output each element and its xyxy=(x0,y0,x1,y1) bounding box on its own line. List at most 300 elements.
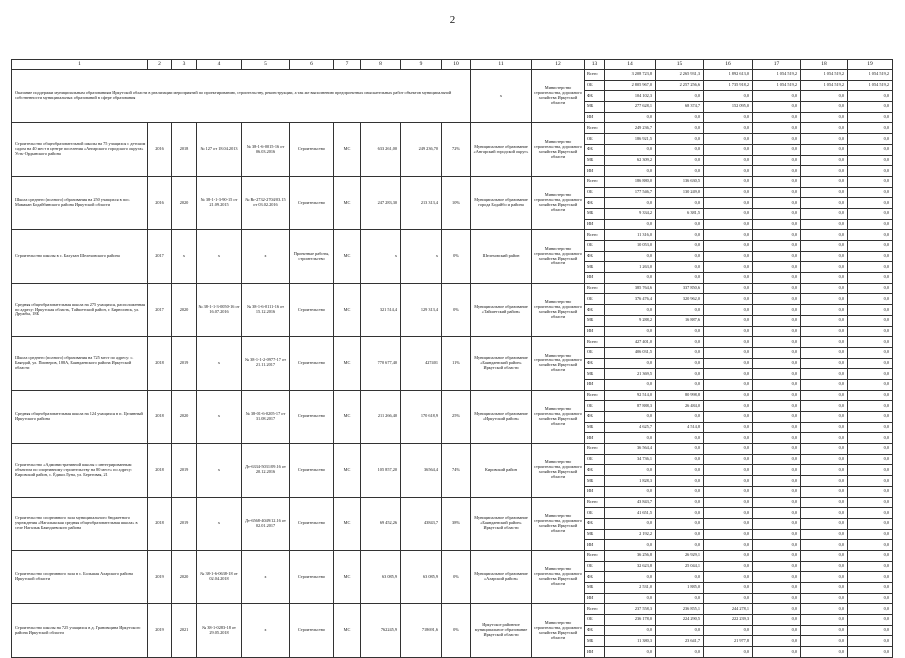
work-type-cell: Строительство xyxy=(290,283,334,336)
readiness-cell: 0% xyxy=(442,230,471,283)
amount-cell: 0,0 xyxy=(848,262,893,273)
amount-cell: 36 256,8 xyxy=(605,550,656,561)
amount-cell: 2 265 931,3 xyxy=(656,70,704,81)
remaining-cost-cell: 129 313,4 xyxy=(401,283,442,336)
object-name-cell: Средняя общеобразовательная школа на 275 учащихся, расположенная по адресу: Иркутская область, Тайшетский район, г. Бирюсинск, ул. Дружбы, 18Б xyxy=(12,283,148,336)
amount-cell: 0,0 xyxy=(656,379,704,390)
amount-cell: 0,0 xyxy=(753,529,801,540)
amount-cell: 0,0 xyxy=(848,422,893,433)
work-type-cell: Строительство xyxy=(290,604,334,657)
amount-cell: 0,0 xyxy=(704,198,753,209)
amount-cell: 0,0 xyxy=(753,454,801,465)
column-number: 13 xyxy=(585,60,605,70)
page-number: 2 xyxy=(449,14,456,26)
amount-cell: 236 855,1 xyxy=(656,604,704,615)
amount-cell: 0,0 xyxy=(753,230,801,241)
amount-cell: 0,0 xyxy=(848,593,893,604)
amount-cell: 0,0 xyxy=(704,518,753,529)
end-year-cell: 2020 xyxy=(172,390,197,443)
table-row xyxy=(12,70,893,81)
amount-cell: 0,0 xyxy=(704,155,753,166)
amount-cell: 0,0 xyxy=(753,294,801,305)
amount-cell: 0,0 xyxy=(801,102,848,113)
budget-source-cell: ИИ xyxy=(585,379,605,390)
expertise-cell: х xyxy=(242,230,290,283)
amount-cell: 0,0 xyxy=(704,305,753,316)
budget-source-cell: МБ xyxy=(585,155,605,166)
amount-cell: 1 828,3 xyxy=(605,476,656,487)
budget-source-cell: ОБ xyxy=(585,241,605,252)
amount-cell: 0,0 xyxy=(848,241,893,252)
amount-cell: 0,0 xyxy=(801,358,848,369)
remaining-cost-cell: 36564,4 xyxy=(401,444,442,497)
amount-cell: 0,0 xyxy=(753,369,801,380)
amount-cell: 0,0 xyxy=(848,219,893,230)
amount-cell: 376 476,4 xyxy=(605,294,656,305)
estimated-cost-cell: х xyxy=(361,230,401,283)
ownership-cell: МС xyxy=(334,337,361,390)
summary-description: Оказание поддержки муниципальным образованиям Иркутской области в реализации мероприятий по проектированию, строительству, реконструкции, а так же выполнению предпроектных изыскательных работ объектов муниципальной собственности муниципальных образований в сфере образования xyxy=(12,70,471,123)
amount-cell: 0,0 xyxy=(848,433,893,444)
amount-cell: 0,0 xyxy=(753,422,801,433)
start-year-cell: 2016 xyxy=(148,176,172,229)
amount-cell: 0,0 xyxy=(801,561,848,572)
amount-cell: 0,0 xyxy=(605,219,656,230)
budget-source-cell: ФБ xyxy=(585,358,605,369)
amount-cell: 0,0 xyxy=(801,379,848,390)
amount-cell: 0,0 xyxy=(605,465,656,476)
column-number: 19 xyxy=(848,60,893,70)
amount-cell: 11 380,3 xyxy=(605,636,656,647)
amount-cell: 0,0 xyxy=(801,486,848,497)
amount-cell: 0,0 xyxy=(704,583,753,594)
amount-cell: 0,0 xyxy=(704,390,753,401)
amount-cell: 25 044,1 xyxy=(656,561,704,572)
column-number: 4 xyxy=(197,60,242,70)
amount-cell: 0,0 xyxy=(801,187,848,198)
amount-cell: 0,0 xyxy=(704,508,753,519)
column-number: 11 xyxy=(471,60,532,70)
amount-cell: 0,0 xyxy=(848,176,893,187)
amount-cell: 0,0 xyxy=(848,208,893,219)
amount-cell: 0,0 xyxy=(801,444,848,455)
amount-cell: 0,0 xyxy=(704,444,753,455)
amount-cell: 0,0 xyxy=(848,112,893,123)
object-name-cell: Средняя общеобразовательная школа на 124 учащихся в п. Целинный Иркутского района xyxy=(12,390,148,443)
amount-cell: 0,0 xyxy=(753,283,801,294)
budget-source-cell: МБ xyxy=(585,315,605,326)
amount-cell: 249 236,7 xyxy=(605,123,656,134)
amount-cell: 0,0 xyxy=(704,572,753,583)
amount-cell: 0,0 xyxy=(704,273,753,284)
amount-cell: 0,0 xyxy=(848,604,893,615)
amount-cell: 0,0 xyxy=(848,358,893,369)
amount-cell: 0,0 xyxy=(605,518,656,529)
amount-cell: 0,0 xyxy=(753,444,801,455)
budget-source-cell: ОБ xyxy=(585,134,605,145)
start-year-cell: 2019 xyxy=(148,604,172,657)
amount-cell: 0,0 xyxy=(704,283,753,294)
amount-cell: 0,0 xyxy=(656,625,704,636)
amount-cell: 0,0 xyxy=(801,305,848,316)
amount-cell: 0,0 xyxy=(605,540,656,551)
budget-source-cell: ОБ xyxy=(585,187,605,198)
budget-source-cell: ФБ xyxy=(585,251,605,262)
amount-cell: 0,0 xyxy=(605,433,656,444)
permit-cell: х xyxy=(197,230,242,283)
amount-cell: 0,0 xyxy=(848,572,893,583)
amount-cell: 0,0 xyxy=(656,123,704,134)
amount-cell: 0,0 xyxy=(848,550,893,561)
amount-cell: 0,0 xyxy=(753,219,801,230)
amount-cell: 0,0 xyxy=(656,444,704,455)
amount-cell: 0,0 xyxy=(656,412,704,423)
amount-cell: 0,0 xyxy=(801,615,848,626)
amount-cell: 0,0 xyxy=(704,208,753,219)
amount-cell: 92 514,0 xyxy=(605,390,656,401)
amount-cell: 0,0 xyxy=(704,144,753,155)
amount-cell: 0,0 xyxy=(704,412,753,423)
budget-source-cell: Всего xyxy=(585,604,605,615)
budget-source-cell: ИИ xyxy=(585,647,605,658)
expertise-cell: Дт-6334-5031/09.16 от 20.12.2016 xyxy=(242,444,290,497)
ministry-cell: Министерство строительства, дорожного хозяйства Иркутской области xyxy=(532,337,585,390)
amount-cell: 0,0 xyxy=(704,497,753,508)
budget-source-cell: Всего xyxy=(585,70,605,81)
amount-cell: 1 885,0 xyxy=(656,583,704,594)
amount-cell: 0,0 xyxy=(656,91,704,102)
budget-source-cell: ФБ xyxy=(585,91,605,102)
remaining-cost-cell: 213 313,4 xyxy=(401,176,442,229)
amount-cell: 0,0 xyxy=(704,369,753,380)
amount-cell: 1 263,0 xyxy=(605,262,656,273)
amount-cell: 0,0 xyxy=(656,572,704,583)
remaining-cost-cell: 718691,6 xyxy=(401,604,442,657)
readiness-cell: 0% xyxy=(442,283,471,336)
amount-cell: 34 736,1 xyxy=(605,454,656,465)
ministry-cell: Министерство строительства, дорожного хозяйства Иркутской области xyxy=(532,70,585,123)
budget-source-cell: ОБ xyxy=(585,294,605,305)
permit-cell: х xyxy=(197,497,242,550)
budget-source-cell: ИИ xyxy=(585,166,605,177)
amount-cell: 0,0 xyxy=(656,529,704,540)
work-type-cell: Строительство xyxy=(290,444,334,497)
amount-cell: 0,0 xyxy=(704,134,753,145)
amount-cell: 0,0 xyxy=(801,572,848,583)
amount-cell: 0,0 xyxy=(753,241,801,252)
amount-cell: 0,0 xyxy=(801,540,848,551)
ministry-cell: Министерство строительства, дорожного хозяйства Иркутской области xyxy=(532,550,585,603)
amount-cell: 0,0 xyxy=(848,155,893,166)
amount-cell: 0,0 xyxy=(704,112,753,123)
amount-cell: 186 921,5 xyxy=(605,134,656,145)
municipality-cell: Муниципальное образование «Иркутский район» xyxy=(471,390,532,443)
estimated-cost-cell: 633 261,00 xyxy=(361,123,401,176)
budget-source-cell: ИИ xyxy=(585,486,605,497)
column-number: 18 xyxy=(801,60,848,70)
amount-cell: 0,0 xyxy=(753,604,801,615)
amount-cell: 0,0 xyxy=(605,593,656,604)
object-name-cell: Строительство «Административной школы с интегрированным объектом по спортивному строительству на 80 мест» по адресу: Кировский район, с. Ёдики Луна, ул. Береговая, 21 xyxy=(12,444,148,497)
amount-cell: 26 929,1 xyxy=(656,550,704,561)
amount-cell: 0,0 xyxy=(801,112,848,123)
amount-cell: 0,0 xyxy=(801,273,848,284)
amount-cell: 0,0 xyxy=(848,454,893,465)
budget-source-cell: МБ xyxy=(585,262,605,273)
amount-cell: 0,0 xyxy=(704,251,753,262)
amount-cell: 0,0 xyxy=(605,379,656,390)
amount-cell: 0,0 xyxy=(801,166,848,177)
amount-cell: 0,0 xyxy=(704,486,753,497)
amount-cell: 0,0 xyxy=(656,273,704,284)
amount-cell: 0,0 xyxy=(801,422,848,433)
amount-cell: 0,0 xyxy=(848,283,893,294)
budget-source-cell: ФБ xyxy=(585,572,605,583)
amount-cell: 0,0 xyxy=(656,230,704,241)
municipality-cell: Муниципальное образование города Бодайбо и района xyxy=(471,176,532,229)
municipality-cell: Муниципальное образование «Аларский район» xyxy=(471,550,532,603)
object-name-cell: Строительство школы в с. Балухан Шелеховского района xyxy=(12,230,148,283)
amount-cell: 0,0 xyxy=(801,326,848,337)
amount-cell: 0,0 xyxy=(753,401,801,412)
amount-cell: 0,0 xyxy=(848,369,893,380)
amount-cell: 0,0 xyxy=(753,540,801,551)
amount-cell: 0,0 xyxy=(656,144,704,155)
column-number: 6 xyxy=(290,60,334,70)
column-number-row xyxy=(12,60,893,70)
budget-source-cell: ИИ xyxy=(585,593,605,604)
amount-cell: 0,0 xyxy=(848,91,893,102)
table-row xyxy=(12,283,893,294)
start-year-cell: 2019 xyxy=(148,550,172,603)
amount-cell: 0,0 xyxy=(801,625,848,636)
column-number: 2 xyxy=(148,60,172,70)
amount-cell: 4 625,7 xyxy=(605,422,656,433)
amount-cell: 21 977,8 xyxy=(704,636,753,647)
readiness-cell: 0% xyxy=(442,604,471,657)
amount-cell: 32 623,8 xyxy=(605,561,656,572)
amount-cell: 0,0 xyxy=(605,305,656,316)
amount-cell: 0,0 xyxy=(656,647,704,658)
amount-cell: 1 054 519,2 xyxy=(753,80,801,91)
readiness-cell: 25% xyxy=(442,390,471,443)
amount-cell: 0,0 xyxy=(704,379,753,390)
amount-cell: 0,0 xyxy=(704,337,753,348)
amount-cell: 0,0 xyxy=(753,625,801,636)
amount-cell: 2 805 967,0 xyxy=(605,80,656,91)
budget-source-cell: ФБ xyxy=(585,412,605,423)
amount-cell: 0,0 xyxy=(656,112,704,123)
amount-cell: 0,0 xyxy=(704,540,753,551)
amount-cell: 0,0 xyxy=(605,198,656,209)
remaining-cost-cell: 63 085,9 xyxy=(401,550,442,603)
amount-cell: 16 887,6 xyxy=(656,315,704,326)
amount-cell: 0,0 xyxy=(656,593,704,604)
object-name-cell: Строительство общеобразовательной школы на 75 учащихся с детским садом на 40 мест в центре поселения «Ангарского городского округа» Усть-Ордынского района xyxy=(12,123,148,176)
work-type-cell: Строительство xyxy=(290,390,334,443)
amount-cell: 0,0 xyxy=(656,337,704,348)
amount-cell: 177 546,7 xyxy=(605,187,656,198)
budget-source-cell: Всего xyxy=(585,176,605,187)
amount-cell: 1 892 613,0 xyxy=(704,70,753,81)
readiness-cell: 38% xyxy=(442,497,471,550)
amount-cell: 136 630,5 xyxy=(656,176,704,187)
amount-cell: 0,0 xyxy=(656,198,704,209)
ministry-cell: Министерство строительства, дорожного хозяйства Иркутской области xyxy=(532,230,585,283)
ownership-cell: МС xyxy=(334,230,361,283)
amount-cell: 0,0 xyxy=(848,166,893,177)
amount-cell: 0,0 xyxy=(801,465,848,476)
budget-source-cell: Всего xyxy=(585,390,605,401)
amount-cell: 1 054 519,2 xyxy=(848,80,893,91)
amount-cell: 406 031,5 xyxy=(605,347,656,358)
readiness-cell: 0% xyxy=(442,550,471,603)
budget-source-cell: Всего xyxy=(585,550,605,561)
amount-cell: 0,0 xyxy=(753,208,801,219)
readiness-cell: 72% xyxy=(442,123,471,176)
column-number: 14 xyxy=(605,60,656,70)
remaining-cost-cell: 43843,7 xyxy=(401,497,442,550)
amount-cell: 0,0 xyxy=(801,251,848,262)
budget-source-cell: МБ xyxy=(585,476,605,487)
budget-source-cell: ИИ xyxy=(585,112,605,123)
expertise-cell: № 38-1-6-0111-16 от 15.12.2016 xyxy=(242,283,290,336)
budget-source-cell: Всего xyxy=(585,444,605,455)
amount-cell: 0,0 xyxy=(753,358,801,369)
amount-cell: 0,0 xyxy=(753,273,801,284)
table-row xyxy=(12,337,893,348)
end-year-cell: 2019 xyxy=(172,497,197,550)
amount-cell: 427 401,0 xyxy=(605,337,656,348)
amount-cell: 0,0 xyxy=(801,91,848,102)
expertise-cell: № 38-1-6-0015-16 от 06.03.2016 xyxy=(242,123,290,176)
amount-cell: 0,0 xyxy=(753,497,801,508)
amount-cell: 0,0 xyxy=(704,433,753,444)
amount-cell: 0,0 xyxy=(704,294,753,305)
amount-cell: 0,0 xyxy=(848,251,893,262)
municipality-cell: Кировский район xyxy=(471,444,532,497)
amount-cell: 0,0 xyxy=(656,476,704,487)
amount-cell: 0,0 xyxy=(801,294,848,305)
amount-cell: 2 531,0 xyxy=(605,583,656,594)
estimated-cost-cell: 211 266,40 xyxy=(361,390,401,443)
expertise-cell: Дт-6568-4049/12.16 от 02.01.2017 xyxy=(242,497,290,550)
work-type-cell: Строительство xyxy=(290,550,334,603)
amount-cell: 87 888,3 xyxy=(605,401,656,412)
table-row xyxy=(12,550,893,561)
amount-cell: 0,0 xyxy=(704,241,753,252)
end-year-cell: 2020 xyxy=(172,550,197,603)
budget-source-cell: МБ xyxy=(585,636,605,647)
object-name-cell: Строительство школы на 725 учащихся в д. Грановщина Иркутского района Иркутской области xyxy=(12,604,148,657)
amount-cell: 0,0 xyxy=(753,636,801,647)
budget-source-cell: Всего xyxy=(585,497,605,508)
amount-cell: 0,0 xyxy=(656,433,704,444)
remaining-cost-cell: 427401 xyxy=(401,337,442,390)
expertise-cell: № 38-01-6-0205-17 от 31.08.2017 xyxy=(242,390,290,443)
amount-cell: 0,0 xyxy=(753,486,801,497)
object-name-cell: Строительство спортивного зала муниципального бюджетного учреждения «Нагалыкская средняя общеобразовательная школа» в селе Нагалык Баяндаевского района xyxy=(12,497,148,550)
amount-cell: 11 316,0 xyxy=(605,230,656,241)
amount-cell: 0,0 xyxy=(848,486,893,497)
amount-cell: 9 288,2 xyxy=(605,315,656,326)
ownership-cell: МС xyxy=(334,444,361,497)
ownership-cell: МС xyxy=(334,283,361,336)
amount-cell: 0,0 xyxy=(605,326,656,337)
amount-cell: 0,0 xyxy=(656,166,704,177)
amount-cell: 0,0 xyxy=(656,347,704,358)
amount-cell: 0,0 xyxy=(704,176,753,187)
budget-source-cell: ОБ xyxy=(585,615,605,626)
amount-cell: 0,0 xyxy=(848,401,893,412)
amount-cell: 0,0 xyxy=(605,625,656,636)
budget-source-cell: ИИ xyxy=(585,540,605,551)
amount-cell: 68 374,7 xyxy=(656,102,704,113)
municipality-cell: Муниципальное образование «Тайшетский район» xyxy=(471,283,532,336)
amount-cell: 80 998,8 xyxy=(656,390,704,401)
amount-cell: 0,0 xyxy=(753,166,801,177)
amount-cell: 0,0 xyxy=(753,465,801,476)
budget-source-cell: ФБ xyxy=(585,198,605,209)
amount-cell: 320 962,0 xyxy=(656,294,704,305)
amount-cell: 0,0 xyxy=(656,497,704,508)
ownership-cell: МС xyxy=(334,550,361,603)
amount-cell: 0,0 xyxy=(801,347,848,358)
amount-cell: 0,0 xyxy=(848,315,893,326)
amount-cell: 0,0 xyxy=(848,305,893,316)
start-year-cell: 2018 xyxy=(148,390,172,443)
amount-cell: 0,0 xyxy=(704,123,753,134)
amount-cell: 0,0 xyxy=(801,390,848,401)
amount-cell: 43 843,7 xyxy=(605,497,656,508)
amount-cell: 277 628,1 xyxy=(605,102,656,113)
amount-cell: 10 053,0 xyxy=(605,241,656,252)
budget-source-cell: МБ xyxy=(585,102,605,113)
amount-cell: 2 192,2 xyxy=(605,529,656,540)
amount-cell: 0,0 xyxy=(848,561,893,572)
amount-cell: 0,0 xyxy=(801,208,848,219)
amount-cell: 0,0 xyxy=(801,604,848,615)
amount-cell: 1 054 519,2 xyxy=(848,70,893,81)
amount-cell: 0,0 xyxy=(753,123,801,134)
table-row xyxy=(12,123,893,134)
amount-cell: 0,0 xyxy=(801,144,848,155)
objects-table xyxy=(11,59,893,658)
table-row xyxy=(12,497,893,508)
amount-cell: 337 850,6 xyxy=(656,283,704,294)
amount-cell: 0,0 xyxy=(704,326,753,337)
amount-cell: 244 278,1 xyxy=(704,604,753,615)
amount-cell: 0,0 xyxy=(753,176,801,187)
budget-source-cell: ОБ xyxy=(585,347,605,358)
amount-cell: 0,0 xyxy=(848,529,893,540)
municipality-cell: Муниципальное образование «Баяндаевский район» Иркутской области xyxy=(471,337,532,390)
amount-cell: 0,0 xyxy=(801,497,848,508)
end-year-cell: 2020 xyxy=(172,283,197,336)
amount-cell: 0,0 xyxy=(848,198,893,209)
estimated-cost-cell: 321 514,4 xyxy=(361,283,401,336)
amount-cell: 0,0 xyxy=(848,230,893,241)
work-type-cell: Строительство xyxy=(290,337,334,390)
amount-cell: 3 208 723,8 xyxy=(605,70,656,81)
amount-cell: 0,0 xyxy=(753,572,801,583)
budget-source-cell: МБ xyxy=(585,583,605,594)
amount-cell: 0,0 xyxy=(656,465,704,476)
municipality-cell: х xyxy=(471,70,532,123)
budget-source-cell: ИИ xyxy=(585,433,605,444)
amount-cell: 0,0 xyxy=(605,273,656,284)
amount-cell: 0,0 xyxy=(704,550,753,561)
